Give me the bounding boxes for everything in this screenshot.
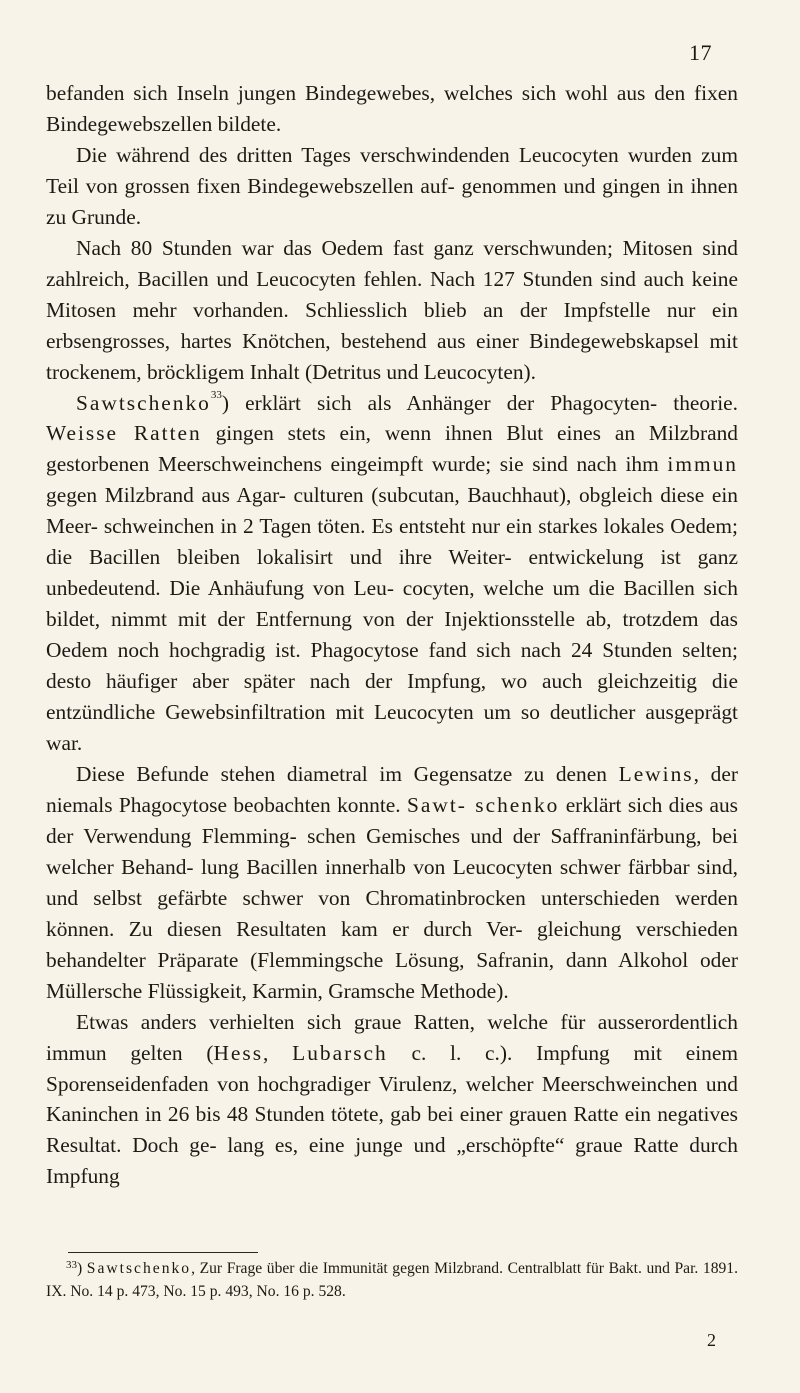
footnote-reference: 33 (210, 388, 222, 401)
body-text (46, 78, 738, 1192)
paragraph-6-text-a: Etwas anders verhielten sich graue Ratten, welche für ausserordentlich immun gelten ( (46, 1009, 738, 1065)
author-sawtschenko-2: Sawt- schenko (407, 792, 560, 817)
emphasis-weisse-ratten: Weisse Ratten (46, 421, 202, 446)
paragraph-2 (46, 140, 738, 233)
paragraph-3 (46, 233, 738, 388)
paragraph-4 (46, 388, 738, 759)
paragraph-6-text-b: c. l. c.). Impfung mit einem Sporenseidenfaden von hochgradiger Virulenz, welcher Meerschweinchen und Kaninchen in 26 bis 48 Stunden tötete, gab bei einer grauen Ratte ein negatives Resultat. Doch ge- lang es, eine junge und „erschöpfte“ graue Ratte durch Impfung (46, 1040, 738, 1189)
author-lewins: Lewins (618, 761, 694, 786)
paragraph-1-text: befanden sich Inseln jungen Bindegewebes, welches sich wohl aus den fixen Bindegewebszellen bildete. (46, 81, 738, 136)
author-lubarsch: Lubarsch (292, 1040, 388, 1065)
paragraph-6-separator: , (263, 1040, 293, 1065)
emphasis-immun: immun (667, 452, 738, 477)
paragraph-5-text-b: , der niemals Phagocytose beobachten konnte. (46, 761, 738, 817)
footnote-text: , Zur Frage über die Immunität gegen Milzbrand. Centralblatt für Bakt. und Par. 1891. IX. No. 14 p. 473, No. 15 p. 493, No. 16 p. 528. (46, 1260, 739, 1300)
author-hess: Hess (213, 1040, 264, 1065)
paragraph-6 (46, 1007, 738, 1193)
footnote: $^{33}$) Sawtschenko, Zur Frage über die Immunität gegen Milzbrand. Centralblatt für Bakt. und Par. 1891. IX. No. 14 p. 473, No. 15 p. 493, No. 16 p. 528. (46, 1259, 739, 1300)
footnote-divider (68, 1252, 258, 1253)
paragraph-4-text-c: gegen Milzbrand aus Agar- culturen (subcutan, Bauchhaut), obgleich diese ein Meer- schweinchen in 2 Tagen töten. Es entsteht nur ein starkes lokales Oedem; die Bacillen bleiben lokalisirt und ihre Weiter- entwickelung ist ganz unbedeutend. Die Anhäufung von Leu- cocyten, welche um die Bacillen sich bildet, nimmt mit der Entfernung von der Injektionsstelle ab, trotzdem das Oedem noch hochgradig ist. Phagocytose fand sich nach 24 Stunden selten; desto häufiger aber später nach der Impfung, wo auch gleichzeitig die entzündliche Gewebsinfiltration mit Leucocyten um so deutlicher ausgeprägt war. (46, 483, 738, 756)
paragraph-3-text: Nach 80 Stunden war das Oedem fast ganz verschwunden; Mitosen sind zahlreich, Bacillen und Leucocyten fehlen. Nach 127 Stunden sind auch keine Mitosen mehr vorhanden. Schliesslich blieb an der Impfstelle nur ein erbsengrosses, hartes Knötchen, bestehend aus einer Bindegewebskapsel mit trockenem, bröckligem Inhalt (Detritus und Leucocyten). (46, 235, 738, 384)
paragraph-2-text: Die während des dritten Tages verschwindenden Leucocyten wurden zum Teil von grossen fixen Bindegewebszellen auf- genommen und gingen in ihnen zu Grunde. (46, 142, 738, 229)
page-number: 17 (689, 40, 712, 65)
footnote-author: Sawtschenko (86, 1260, 192, 1277)
paragraph-5 (46, 759, 738, 1007)
sheet-signature: 2 (707, 1330, 716, 1350)
paragraph-5-text-a: Diese Befunde stehen diametral im Gegensatze zu denen (76, 761, 607, 786)
paragraph-1 (46, 78, 738, 140)
footnote-number: 33 (66, 1259, 77, 1271)
paragraph-4-text-a: ) erklärt sich als Anhänger der Phagocyten- theorie. (221, 390, 738, 415)
paragraph-5-text-c: erklärt sich dies aus der Verwendung Flemming- schen Gemisches und der Saffraninfärbung, bei welcher Behand- lung Bacillen innerhalb von Leucocyten schwer färbbar sind, und selbst gefärbte schwer von Chromatinbrocken unterschieden werden können. Zu diesen Resultaten kam er durch Ver- gleichung verschieden behandelter Präparate (Flemmingsche Lösung, Safranin, dann Alkohol oder Müllersche Flüssigkeit, Karmin, Gramsche Methode). (46, 792, 738, 1003)
author-sawtschenko: Sawtschenko (76, 390, 211, 415)
paragraph-4-text-b: gingen stets ein, wenn ihnen Blut eines an Milzbrand gestorbenen Meerschweinchens eingeimpft wurde; sie sind nach ihm (46, 421, 738, 477)
